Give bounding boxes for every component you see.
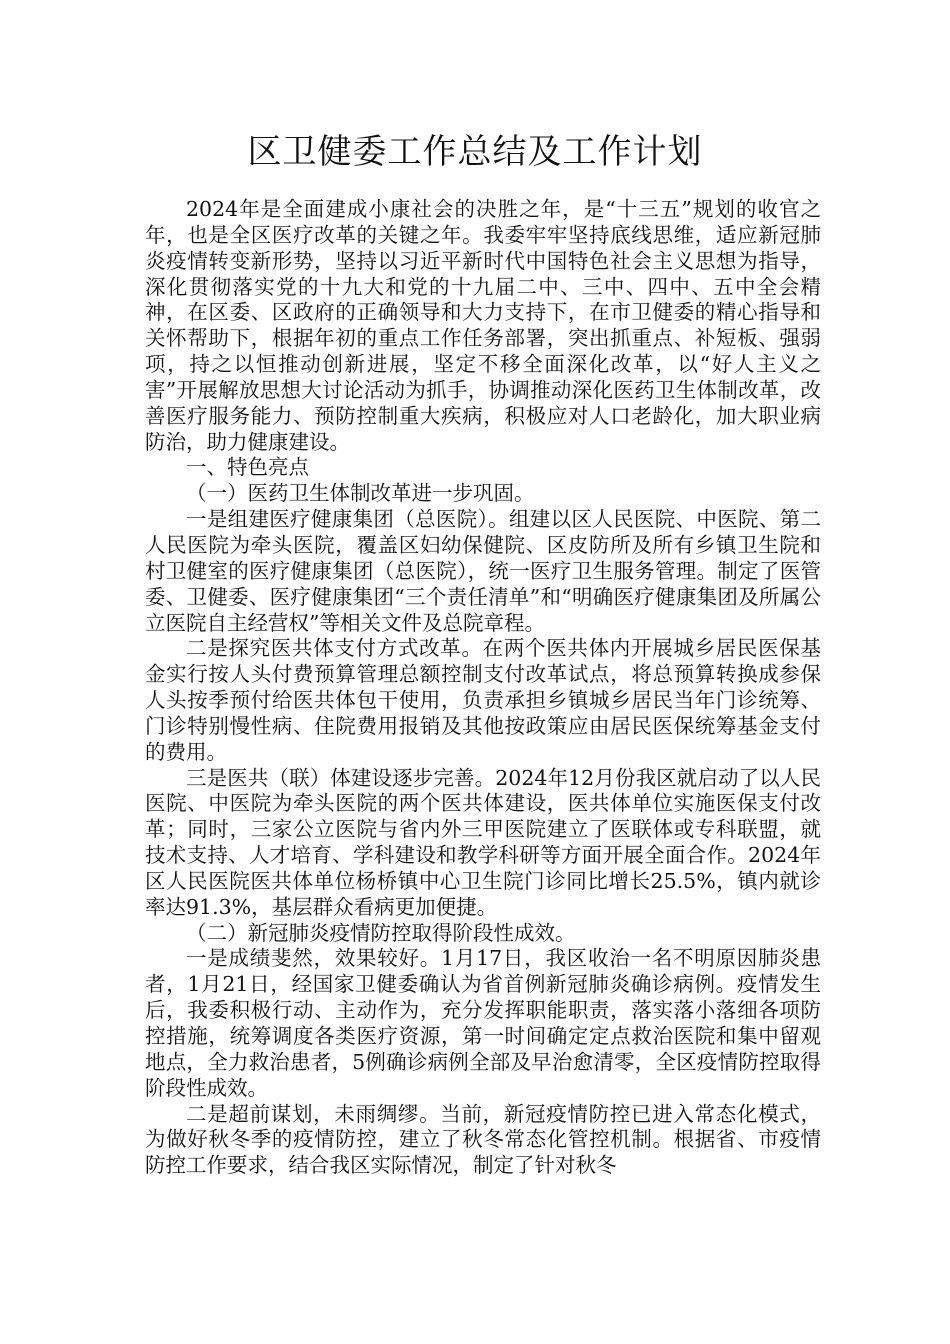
document-title: 区卫健委工作总结及工作计划 xyxy=(247,132,703,172)
paragraph-intro: 2024年是全面建成小康社会的决胜之年，是“十三五”规划的收官之年，也是全区医疗改革的关键之年。我委牢牢坚持底线思维，适应新冠肺炎疫情转变新形势，坚持以习近平新时代中国特色社会主义思想为指导，深化贯彻落实党的十九大和党的十九届二中、三中、四中、五中全会精神，在区委、区政府的正确领导和大力支持下，在市卫健委的精心指导和关怀帮助下，根据年初的重点工作任务部署，突出抓重点、补短板、强弱项，持之以恒推动创新进展，坚定不移全面深化改革，以“好人主义之害”开展解放思想大讨论活动为抓手，协调推动深化医药卫生体制改革，改善医疗服务能力、预防控制重大疾病，积极应对人口老龄化，加大职业病防治，助力健康建设。 xyxy=(145,197,821,454)
document-body xyxy=(145,197,821,1179)
subsection-heading-epidemic: （二）新冠肺炎疫情防控取得阶段性成效。 xyxy=(186,920,576,945)
paragraph-payment-reform: 二是探究医共体支付方式改革。在两个医共体内开展城乡居民医保基金实行按人头付费预算管理总额控制支付改革试点，将总预算转换成参保人头按季预付给医共体包干使用，负责承担乡镇城乡居民当年门诊统筹、门诊特别慢性病、住院费用报销及其他按政策应由居民医保统筹基金支付的费用。 xyxy=(145,636,821,764)
paragraph-epidemic-results: 一是成绩斐然，效果较好。1月17日，我区收治一名不明原因肺炎患者，1月21日，经国家卫健委确认为省首例新冠肺炎确诊病例。疫情发生后，我委积极行动、主动作为，充分发挥职能职责，落实落小落细各项防控措施，统筹调度各类医疗资源，第一时间确定定点救治医院和集中留观地点，全力救治患者，5例确诊病例全部及早治愈清零，全区疫情防控取得阶段性成效。 xyxy=(145,946,821,1100)
paragraph-medical-alliance: 三是医共（联）体建设逐步完善。2024年12月份我区就启动了以人民医院、中医院为牵头医院的两个医共体建设，医共体单位实施医保支付改革；同时，三家公立医院与省内外三甲医院建立了医联体或专科联盟，就技术支持、人才培育、学科建设和教学科研等方面开展全面合作。2024年区人民医院医共体单位杨桥镇中心卫生院门诊同比增长25.5%，镇内就诊率达91.3%，基层群众看病更加便捷。 xyxy=(145,765,821,919)
subsection-heading-reform: （一）医药卫生体制改革进一步巩固。 xyxy=(186,481,535,506)
paragraph-health-group: 一是组建医疗健康集团（总医院）。组建以区人民医院、中医院、第二人民医院为牵头医院，覆盖区妇幼保健院、区皮防所及所有乡镇卫生院和村卫健室的医疗健康集团（总医院），统一医疗卫生服务管理。制定了医管委、卫健委、医疗健康集团“三个责任清单”和“明确医疗健康集团及所属公立医院自主经营权”等相关文件及总院章程。 xyxy=(145,507,821,635)
paragraph-epidemic-planning: 二是超前谋划，未雨绸缪。当前，新冠疫情防控已进入常态化模式，为做好秋冬季的疫情防控，建立了秋冬常态化管控机制。根据省、市疫情防控工作要求，结合我区实际情况，制定了针对秋冬 xyxy=(145,1101,821,1178)
section-heading-highlights: 一、特色亮点 xyxy=(186,455,309,480)
